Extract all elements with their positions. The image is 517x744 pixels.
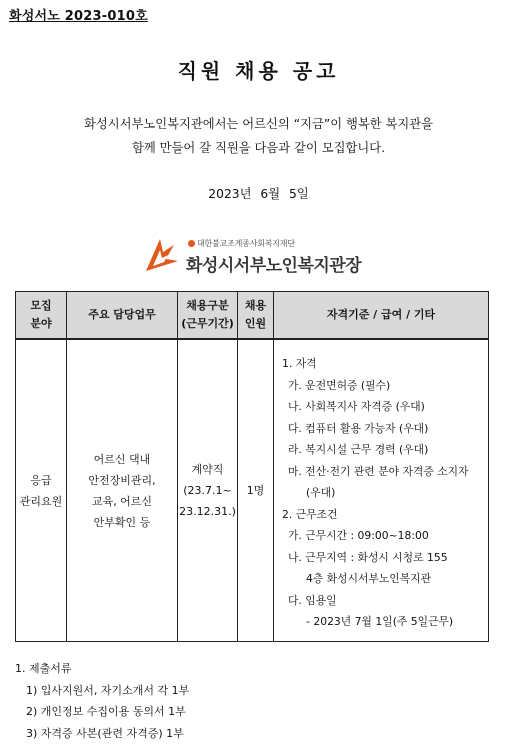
cell-duty-line: 어르신 댁내 — [67, 449, 177, 470]
cell-type-line: 23.12.31.) — [178, 501, 237, 522]
foundation-name — [188, 238, 295, 249]
qualification-line: - 2023년 7월 1일(주 5일근무) — [282, 611, 488, 633]
document-item: 3) 자격증 사본(관련 자격증) 1부 — [15, 723, 189, 744]
header-count-line: 채용 — [238, 297, 273, 315]
foundation-name-text: 대한불교조계종사회복지재단 — [197, 239, 295, 248]
document-item: 1) 입사지원서, 자기소개서 각 1부 — [15, 680, 189, 702]
cell-type-line: 계약직 — [178, 459, 237, 480]
cell-field-line: 응급 — [16, 470, 66, 491]
header-field — [16, 292, 67, 340]
header-type-line: (근무기간) — [178, 315, 237, 333]
qualification-line: (우대) — [282, 482, 488, 504]
qualification-line: 다. 임용일 — [282, 590, 488, 612]
announcement-date: 2023년 6월 5일 — [0, 184, 517, 202]
header-field-line: 모집 — [16, 297, 66, 315]
organization-logo — [140, 233, 390, 277]
organization-name: 화성시서부노인복지관장 — [186, 251, 361, 276]
cell-duty-line: 안부확인 등 — [67, 512, 177, 533]
qualification-line: 라. 복지시설 근무 경력 (우대) — [282, 439, 488, 461]
page-title: 직원 채용 공고 — [0, 55, 517, 84]
foundation-emblem-icon — [188, 240, 195, 247]
intro-line: 함께 만들어 갈 직원을 다음과 같이 모집합니다. — [0, 136, 517, 160]
intro-line: 화성시서부노인복지관에서는 어르신의 “지금”이 행복한 복지관을 — [0, 112, 517, 136]
cell-duty-line: 교육, 어르신 — [67, 491, 177, 512]
header-type — [178, 292, 238, 340]
qualification-line: 4층 화성시서부노인복지관 — [282, 568, 488, 590]
cell-duty-line: 안전장비관리, — [67, 470, 177, 491]
qualification-line: 나. 사회복지사 자격증 (우대) — [282, 396, 488, 418]
recruitment-table — [15, 291, 489, 642]
table-header-row — [16, 292, 489, 340]
cell-field-line: 관리요원 — [16, 491, 66, 512]
cell-type-line: (23.7.1~ — [178, 480, 237, 501]
qualification-line: 2. 근무조건 — [282, 504, 488, 526]
header-field-line: 분야 — [16, 315, 66, 333]
header-duty: 주요 담당업무 — [67, 292, 178, 340]
flame-logo-icon — [140, 235, 180, 275]
qualification-line: 마. 전산·전기 관련 분야 자격증 소지자 — [282, 461, 488, 483]
qualification-line: 가. 근무시간 : 09:00~18:00 — [282, 525, 488, 547]
required-documents — [15, 658, 189, 744]
cell-qualifications — [274, 339, 489, 642]
qualification-line: 다. 컴퓨터 활용 가능자 (우대) — [282, 418, 488, 440]
document-item: 2) 개인정보 수집이용 동의서 1부 — [15, 701, 189, 723]
intro-paragraph — [0, 112, 517, 160]
qualification-line: 가. 운전면허증 (필수) — [282, 375, 488, 397]
documents-heading: 1. 제출서류 — [15, 658, 189, 680]
qualification-line: 나. 근무지역 : 화성시 시청로 155 — [282, 547, 488, 569]
qualification-line: 1. 자격 — [282, 353, 488, 375]
header-count — [238, 292, 274, 340]
document-number: 화성서노 2023-010호 — [9, 5, 148, 24]
header-qualifications: 자격기준 / 급여 / 기타 — [274, 292, 489, 340]
cell-duty — [67, 339, 178, 642]
cell-count: 1명 — [238, 339, 274, 642]
cell-type — [178, 339, 238, 642]
header-count-line: 인원 — [238, 315, 273, 333]
table-row — [16, 339, 489, 642]
cell-field — [16, 339, 67, 642]
header-type-line: 채용구분 — [178, 297, 237, 315]
